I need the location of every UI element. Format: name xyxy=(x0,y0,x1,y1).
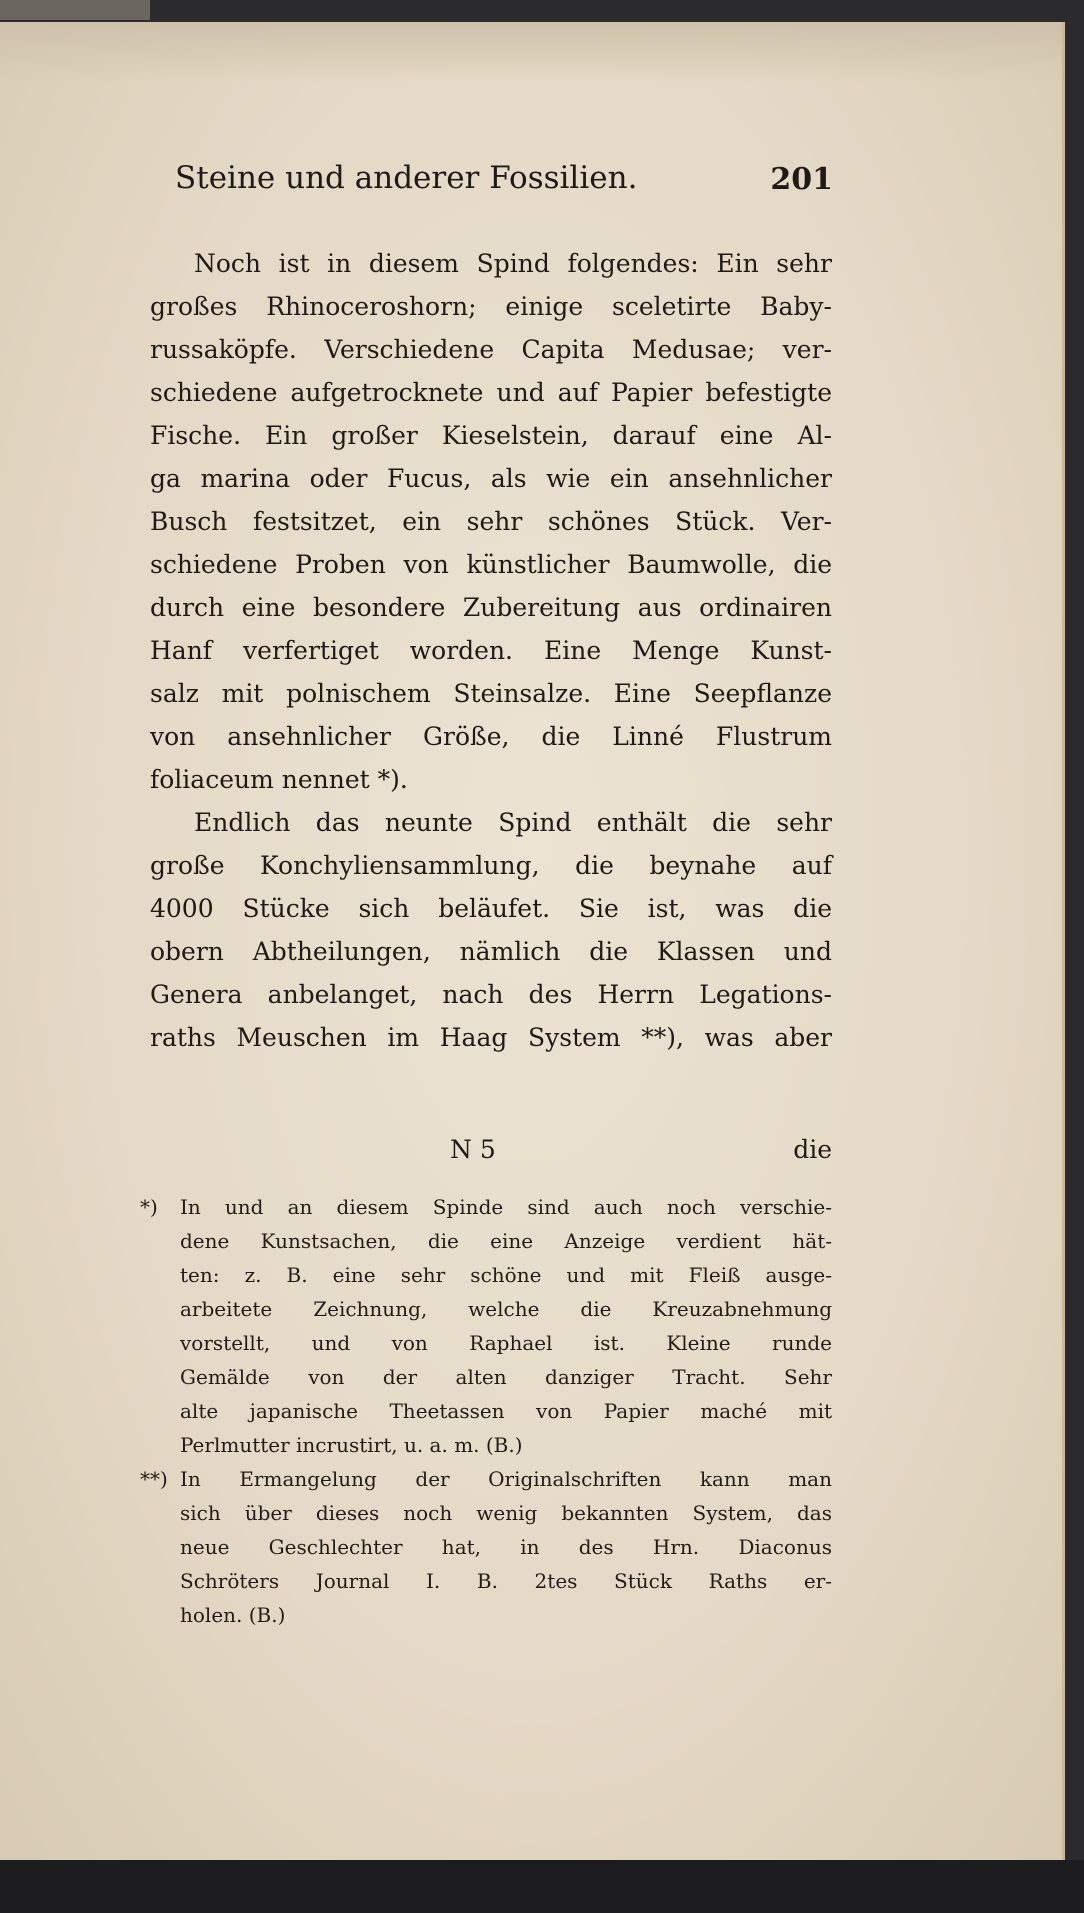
text-line: schiedene aufgetrocknete und auf Papier befestigte xyxy=(150,378,832,407)
footnote-line: Gemälde von der alten danziger Tracht. Sehr xyxy=(180,1365,832,1389)
text-line: Genera anbelanget, nach des Herrn Legations- xyxy=(150,980,832,1009)
body-text xyxy=(150,242,832,1059)
footnote-line: sich über dieses noch wenig bekannten System, das xyxy=(180,1501,832,1525)
text-line: von ansehnlicher Größe, die Linné Flustrum xyxy=(150,722,832,751)
footnote-line: Schröters Journal I. B. 2tes Stück Raths er- xyxy=(180,1569,832,1593)
text-line: Busch festsitzet, ein sehr schönes Stück. Ver- xyxy=(150,507,832,536)
text-line: foliaceum nennet *). xyxy=(150,765,408,794)
footnote xyxy=(140,1462,832,1632)
footnote-line: vorstellt, und von Raphael ist. Kleine runde xyxy=(180,1331,832,1355)
footnote-line: In und an diesem Spinde sind auch noch verschie- xyxy=(180,1195,832,1219)
footnote-line: holen. (B.) xyxy=(180,1603,286,1627)
footnotes xyxy=(140,1190,832,1632)
text-line: russaköpfe. Verschiedene Capita Medusae; ver- xyxy=(150,335,832,364)
text-line: salz mit polnischem Steinsalze. Eine Seepflanze xyxy=(150,679,832,708)
text-line: 4000 Stücke sich beläufet. Sie ist, was die xyxy=(150,894,832,923)
running-title: Steine und anderer Fossilien. xyxy=(175,160,638,196)
catchword: die xyxy=(793,1135,832,1164)
signature-line xyxy=(150,1135,832,1175)
text-line: schiedene Proben von künstlicher Baumwolle, die xyxy=(150,550,832,579)
footnote-line: ten: z. B. eine sehr schöne und mit Fleiß ausge- xyxy=(180,1263,832,1287)
footnote-line: Perlmutter incrustirt, u. a. m. (B.) xyxy=(180,1433,523,1457)
text-line: obern Abtheilungen, nämlich die Klassen und xyxy=(150,937,832,966)
book-spine-edge xyxy=(0,0,150,20)
text-line: Hanf verfertiget worden. Eine Menge Kunst- xyxy=(150,636,832,665)
text-line: Fische. Ein großer Kieselstein, darauf eine Al- xyxy=(150,421,832,450)
footnote-marker: **) xyxy=(140,1467,168,1491)
running-header xyxy=(175,160,833,204)
footnote-line: neue Geschlechter hat, in des Hrn. Diaconus xyxy=(180,1535,832,1559)
footnote xyxy=(140,1190,832,1462)
text-line: großes Rhinoceroshorn; einige sceletirte Baby- xyxy=(150,292,832,321)
footnote-line: alte japanische Theetassen von Papier maché mit xyxy=(180,1399,832,1423)
footnote-line: arbeitete Zeichnung, welche die Kreuzabnehmung xyxy=(180,1297,832,1321)
signature-mark: N 5 xyxy=(450,1135,496,1164)
text-line: durch eine besondere Zubereitung aus ordinairen xyxy=(150,593,832,622)
text-line: raths Meuschen im Haag System **), was aber xyxy=(150,1023,832,1052)
page-number: 201 xyxy=(770,162,833,197)
text-line: ga marina oder Fucus, als wie ein ansehnlicher xyxy=(150,464,832,493)
text-line: Endlich das neunte Spind enthält die sehr xyxy=(194,808,832,837)
scan-background xyxy=(0,1860,1084,1913)
text-line: große Konchyliensammlung, die beynahe auf xyxy=(150,851,832,880)
footnote-line: In Ermangelung der Originalschriften kann man xyxy=(180,1467,832,1491)
footnote-line: dene Kunstsachen, die eine Anzeige verdient hät- xyxy=(180,1229,832,1253)
footnote-marker: *) xyxy=(140,1195,158,1219)
text-line: Noch ist in diesem Spind folgendes: Ein sehr xyxy=(194,249,832,278)
